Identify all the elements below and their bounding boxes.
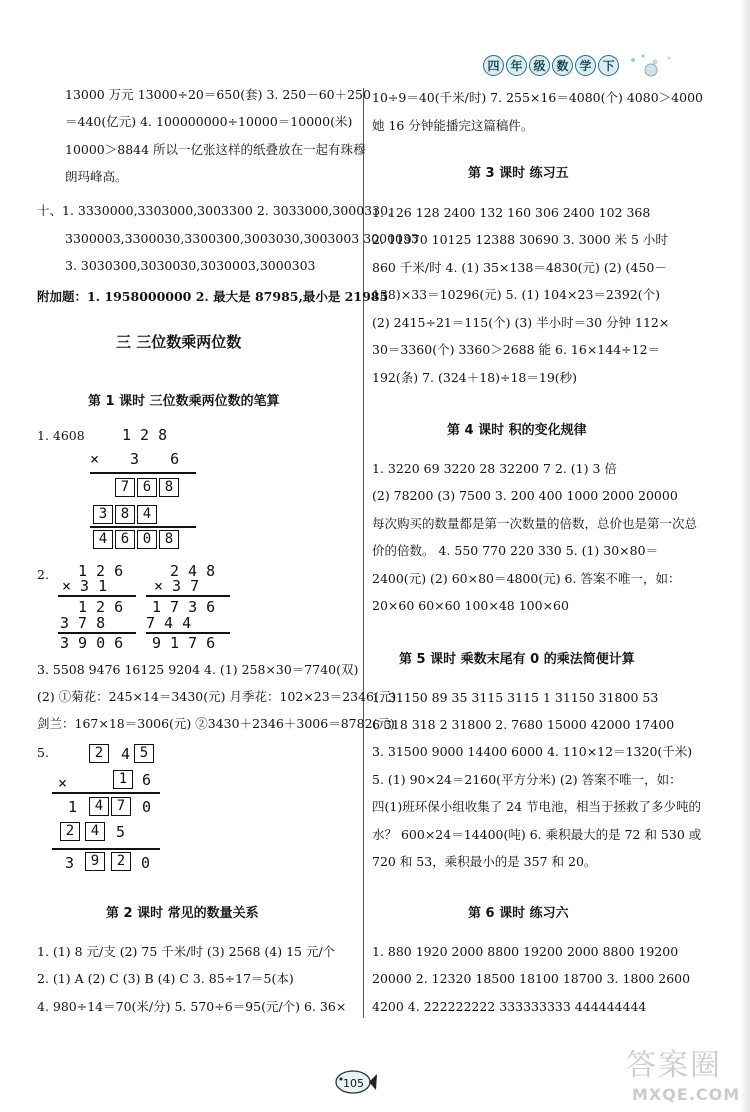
answer-box: 8: [115, 505, 135, 524]
lesson-title: 第 4 课时 积的变化规律: [447, 423, 587, 438]
text-line: 3300003,3300030,3300300,3003030,3003003 3000033: [65, 231, 419, 246]
text-line: 10000＞8844 所以一亿张这样的纸叠放在一起有珠穆: [65, 142, 366, 157]
text-line: 2400(元) (2) 60×80＝4800(元) 6. 答案不唯一，如：: [372, 571, 681, 586]
calc-rule: [146, 595, 230, 597]
answer-box: 2: [89, 744, 109, 763]
text-line: 她 16 分钟能播完这篇稿件。: [372, 118, 534, 133]
decorative-dots-icon: [625, 50, 685, 80]
calc-row: 9 1 7 6: [152, 634, 216, 652]
answer-box: 6: [137, 478, 157, 497]
text-line: (2) 78200 (3) 7500 3. 200 400 1000 2000 20000: [372, 488, 678, 503]
calc-row: × 3 1: [62, 577, 108, 595]
calc-rule: [90, 526, 196, 528]
calc-rule: [52, 792, 160, 794]
text-line: 3. 3030300,3030030,3030003,3000303: [65, 258, 316, 273]
text-line: 4200 4. 222222222 333333333 444444444: [372, 999, 647, 1014]
vertical-calculation: [146, 562, 234, 656]
text-line: 3. 5508 9476 16125 9204 4. (1) 258×30＝7740(双): [37, 662, 359, 677]
text-line: 1. 31150 89 35 3115 3115 1 31150 31800 53: [372, 690, 659, 705]
calc-row: × 3 7: [154, 577, 200, 595]
watermark: [618, 1045, 748, 1109]
calc-rule: [90, 472, 196, 474]
calc-row: × 3 6: [90, 450, 180, 468]
calc-rule: [58, 595, 136, 597]
text-line: 4. 980÷14＝70(米/分) 5. 570÷6＝95(元/个) 6. 36×: [37, 999, 347, 1014]
badge-char: 学: [575, 55, 596, 76]
calc-digit: 0: [142, 798, 152, 816]
text-line: 13000 万元 13000÷20＝650(套) 3. 250－60＋250: [65, 87, 371, 102]
text-line: 10÷9＝40(千米/时) 7. 255×16＝4080(个) 4080＞4000: [372, 90, 703, 105]
calc-row: 1 2 6: [78, 598, 124, 616]
answer-box: 8: [159, 530, 179, 549]
text-line: 1. 126 128 2400 132 160 306 2400 102 368: [372, 205, 651, 220]
calc-row: 1 2 8: [122, 426, 168, 444]
text-line: 附加题：1. 1958000000 2. 最大是 87985,最小是 21985: [37, 289, 389, 304]
question-label: 2.: [37, 567, 49, 582]
text-line: 3. 31500 9000 14400 6000 4. 110×12＝1320(千米): [372, 744, 693, 759]
calc-row: 7 4 4: [146, 614, 192, 632]
badge-char: 年: [506, 55, 527, 76]
text-line: 5. (1) 90×24＝2160(平方分米) (2) 答案不唯一，如：: [372, 772, 682, 787]
text-line: 6 318 318 2 31800 2. 7680 15000 42000 17400: [372, 717, 675, 732]
page-number: 105: [343, 1077, 364, 1090]
column-divider: [363, 88, 364, 1018]
answer-box: 9: [85, 852, 105, 871]
text-line: 十、1. 3330000,3303000,3003300 2. 3033000,3000330,: [37, 203, 393, 218]
calc-digit: 6: [142, 771, 152, 789]
chapter-title: 三 三位数乘两位数: [116, 333, 242, 351]
text-line: 1. 880 1920 2000 8800 19200 2000 8800 19200: [372, 944, 679, 959]
text-line: 20000 2. 12320 18500 18100 18700 3. 1800 2600: [372, 971, 691, 986]
calc-digit: ×: [58, 774, 68, 792]
vertical-calculation: [58, 562, 140, 656]
text-line: 每次购买的数量都是第一次数量的倍数，总价也是第一次总: [372, 516, 698, 531]
text-line: 720 和 53，乘积最小的是 357 和 20。: [372, 854, 597, 869]
text-line: 20×60 60×60 100×48 100×60: [372, 598, 569, 613]
text-line: (2) ①菊花：245×14＝3430(元) 月季花：102×23＝2346(元): [37, 689, 397, 704]
answer-box: 7: [111, 797, 131, 816]
answer-box: 2: [111, 852, 131, 871]
text-line: 四(1)班环保小组收集了 24 节电池，相当于拯救了多少吨的: [372, 799, 702, 814]
calc-digit: 3: [65, 854, 75, 872]
answer-box: 4: [85, 822, 105, 841]
text-line: 价的倍数。 4. 550 770 220 330 5. (1) 30×80＝: [372, 543, 659, 558]
calc-row: 1 2 6: [78, 562, 124, 580]
grade-badge: [483, 54, 619, 76]
answer-box: 3: [93, 505, 113, 524]
text-line: 水？ 600×24＝14400(吨) 6. 乘积最大的是 72 和 530 或: [372, 827, 702, 842]
calc-digit: 1: [68, 798, 78, 816]
badge-char: 数: [552, 55, 573, 76]
vertical-calculation: [90, 426, 200, 556]
lesson-title: 第 5 课时 乘数末尾有 0 的乘法简便计算: [399, 652, 635, 667]
text-line: ＝440(亿元) 4. 100000000÷10000＝10000(米): [65, 114, 353, 129]
answer-box: 5: [134, 744, 154, 763]
answer-box: 7: [115, 478, 135, 497]
lesson-title: 第 2 课时 常见的数量关系: [106, 906, 259, 921]
badge-char: 级: [529, 55, 550, 76]
text-line: 1. 3220 69 3220 28 32200 7 2. (1) 3 倍: [372, 461, 617, 476]
answer-box: 2: [60, 822, 80, 841]
text-line: 1. (1) 8 元/支 (2) 75 千米/时 (3) 2568 (4) 15 元/个: [37, 944, 336, 959]
calc-row: 3 7 8: [60, 614, 106, 632]
text-line: 2. 11970 10125 12388 30690 3. 3000 米 5 小时: [372, 232, 668, 247]
answer-box: 8: [159, 478, 179, 497]
calc-row: 2 4 8: [170, 562, 216, 580]
badge-char: 四: [483, 55, 504, 76]
answer-box: 6: [115, 530, 135, 549]
lesson-title: 第 3 课时 练习五: [468, 166, 569, 181]
badge-char: 下: [598, 55, 619, 76]
answer-box: 4: [89, 797, 109, 816]
lesson-title: 第 1 课时 三位数乘两位数的笔算: [88, 394, 280, 409]
text-line: 2. (1) A (2) C (3) B (4) C 3. 85÷17＝5(本): [37, 971, 294, 986]
watermark-url: MXQE.COM: [632, 1085, 741, 1104]
text-line: 860 千米/时 4. (1) 35×138＝4830(元) (2) (450－: [372, 260, 667, 275]
question-label: 5.: [37, 745, 49, 760]
text-line: 剑兰：167×18＝3006(元) ②3430＋2346＋3006＝8782(元): [37, 716, 395, 731]
answer-box: 1: [113, 770, 133, 789]
text-line: (2) 2415÷21＝115(个) (3) 半小时＝30 分钟 112×: [372, 315, 670, 330]
text-line: 138)×33＝10296(元) 5. (1) 104×23＝2392(个): [372, 287, 660, 302]
vertical-calculation: [52, 744, 162, 880]
text-line: 192(条) 7. (324＋18)÷18＝19(秒): [372, 370, 578, 385]
calc-digit: 0: [141, 854, 151, 872]
answer-box: 4: [137, 505, 157, 524]
lesson-title: 第 6 课时 练习六: [468, 906, 569, 921]
text-line: 30＝3360(个) 3360＞2688 能 6. 16×144÷12＝: [372, 342, 661, 357]
calc-row: 1 7 3 6: [152, 598, 216, 616]
text-line: 朗玛峰高。: [65, 169, 128, 184]
answer-box: 0: [137, 530, 157, 549]
calc-row: 3 9 0 6: [60, 634, 124, 652]
question-label: 1. 4608: [37, 428, 85, 443]
calc-digit: 4: [121, 745, 131, 763]
answer-box: 4: [93, 530, 113, 549]
calc-rule: [52, 848, 160, 850]
page-fold-shadow: [740, 0, 750, 1112]
calc-digit: 5: [116, 823, 126, 841]
watermark-logo: 答案圈: [626, 1048, 722, 1083]
